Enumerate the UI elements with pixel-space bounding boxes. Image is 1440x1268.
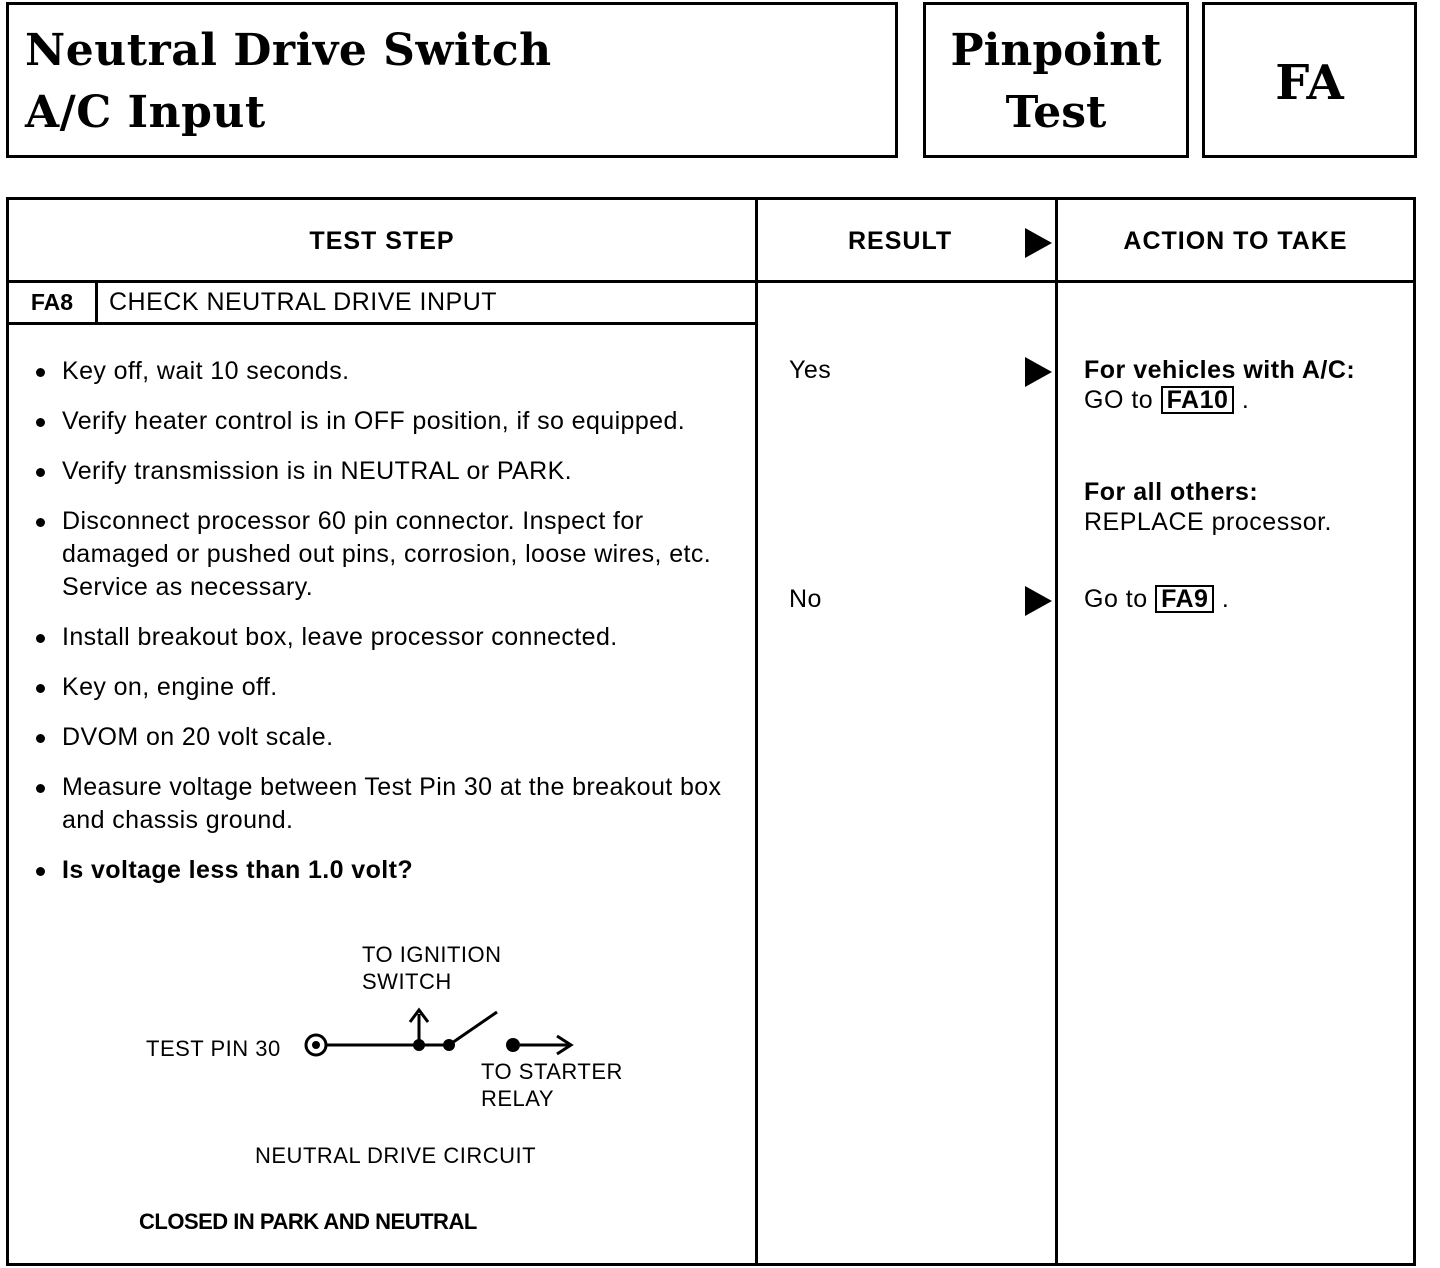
result-no: No — [789, 585, 822, 613]
column-header-result: RESULT — [848, 226, 953, 255]
switch-blade — [449, 1012, 497, 1045]
ref-fa10[interactable]: FA10 — [1161, 386, 1235, 414]
step-code-divider — [95, 282, 98, 322]
diagram-note: CLOSED IN PARK AND NEUTRAL — [139, 1209, 477, 1234]
pinpoint-test-box — [923, 2, 1189, 158]
list-item: DVOM on 20 volt scale. — [31, 721, 731, 754]
action-no-period: . — [1221, 585, 1230, 613]
list-item: Measure voltage between Test Pin 30 at the breakout box and chassis ground. — [31, 771, 731, 837]
result-no-arrow-icon — [1025, 586, 1052, 616]
diagram-test-pin-label: TEST PIN 30 — [146, 1036, 281, 1061]
diagram-ignition-label: TO IGNITION SWITCH — [362, 942, 502, 994]
header-arrow-icon — [1025, 228, 1052, 258]
result-yes: Yes — [789, 356, 832, 384]
test-step-list — [31, 355, 731, 904]
test-table — [6, 197, 1416, 1266]
action-others — [1084, 477, 1404, 537]
action-no-go: Go to — [1084, 585, 1148, 613]
action-yes-heading: For vehicles with A/C: — [1084, 356, 1356, 384]
page-title-line1: Neutral Drive Switch — [25, 25, 552, 76]
action-others-heading: For all others: — [1084, 478, 1259, 506]
pinpoint-label: Pinpoint — [950, 25, 1162, 76]
test-label: Test — [1005, 87, 1107, 138]
column-header-action: ACTION TO TAKE — [1123, 226, 1348, 255]
diagram-caption: NEUTRAL DRIVE CIRCUIT — [255, 1143, 537, 1168]
ref-fa9[interactable]: FA9 — [1155, 585, 1214, 613]
step-code: FA8 — [30, 288, 74, 315]
list-item: Verify transmission is in NEUTRAL or PARK. — [31, 455, 731, 488]
diagram-starter-label: TO STARTER RELAY — [481, 1059, 623, 1111]
list-item: Verify heater control is in OFF position, if so equipped. — [31, 405, 731, 438]
page-title-line2: A/C Input — [25, 87, 266, 138]
step-title-divider — [9, 322, 755, 325]
test-code-box — [1202, 2, 1417, 158]
list-item: Key off, wait 10 seconds. — [31, 355, 731, 388]
action-others-text: REPLACE processor. — [1084, 508, 1332, 536]
action-yes-period: . — [1241, 386, 1250, 414]
column-divider-result — [755, 200, 758, 1263]
action-no — [1084, 584, 1229, 614]
list-item: Key on, engine off. — [31, 671, 731, 704]
result-yes-arrow-icon — [1025, 357, 1052, 387]
neutral-drive-circuit-diagram — [289, 1000, 589, 1070]
column-divider-action — [1055, 200, 1058, 1263]
column-header-test-step: TEST STEP — [309, 226, 455, 255]
action-yes — [1084, 355, 1374, 415]
step-title: CHECK NEUTRAL DRIVE INPUT — [109, 287, 498, 316]
test-pin-dot — [312, 1041, 320, 1049]
switch-output-node — [506, 1038, 520, 1052]
list-item-question: Is voltage less than 1.0 volt? — [31, 854, 731, 887]
action-yes-go: GO to — [1084, 386, 1154, 414]
title-box — [6, 2, 898, 158]
list-item: Install breakout box, leave processor connected. — [31, 621, 731, 654]
list-item: Disconnect processor 60 pin connector. Inspect for damaged or pushed out pins, corrosion, loose wires, etc. Service as necessary. — [31, 505, 731, 604]
test-code: FA — [1275, 55, 1344, 111]
